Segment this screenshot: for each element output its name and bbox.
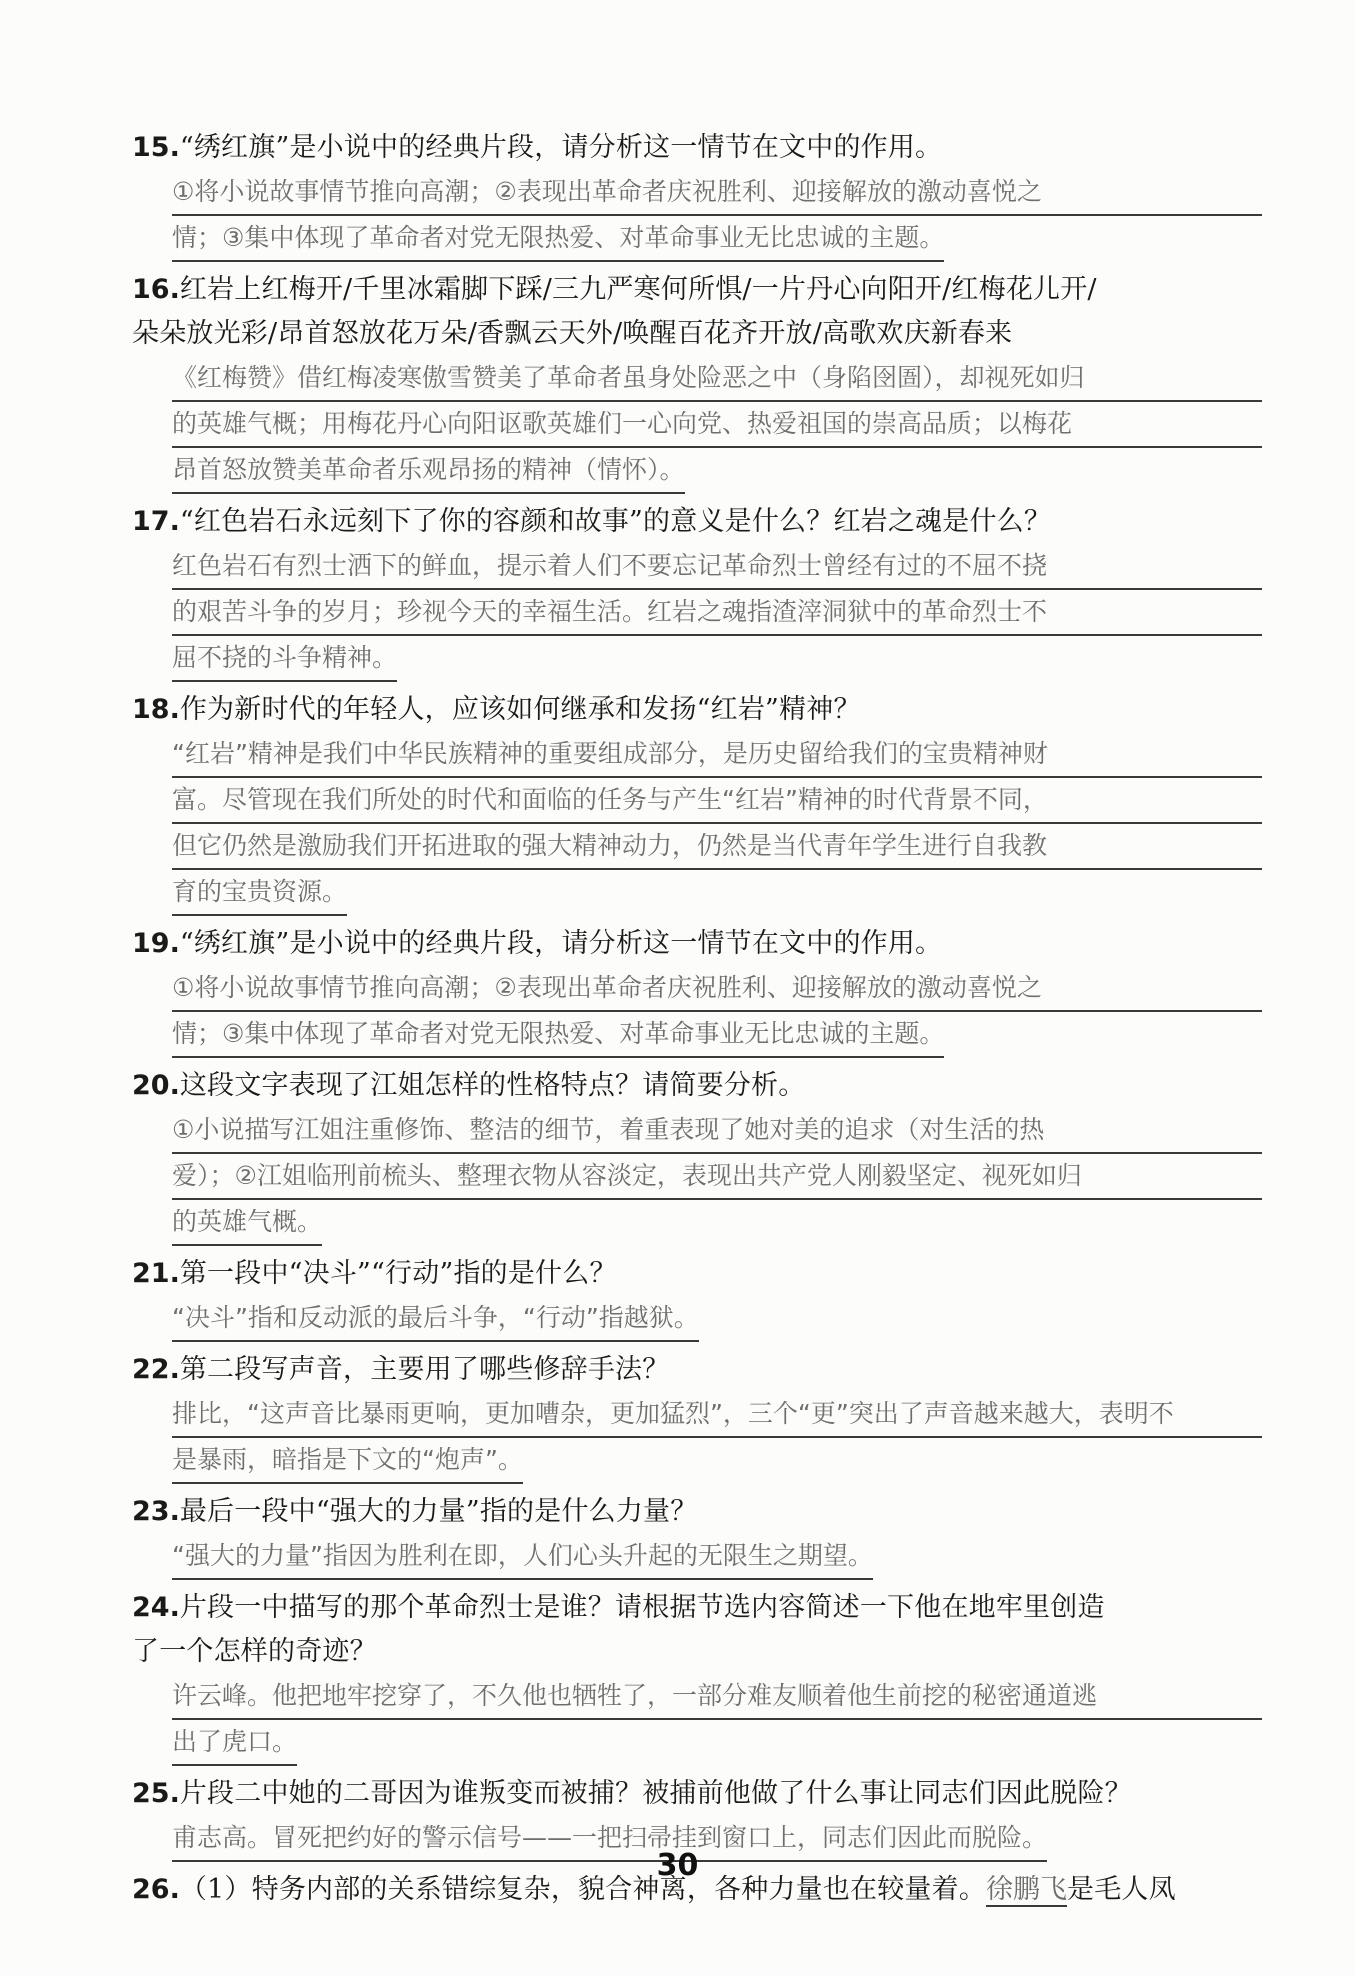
question-block — [132, 268, 1262, 494]
question-line — [132, 1252, 1262, 1296]
handwritten-answer — [172, 732, 1262, 916]
question-text: 朵朵放光彩/昂首怒放花万朵/香飘云天外/唤醒百花齐开放/高歌欢庆新春来 — [132, 318, 1013, 349]
question-text: （1）特务内部的关系错综复杂，貌合神离，各种力量也在较量着。 — [179, 1874, 987, 1905]
answer-line: 红色岩石有烈士洒下的鲜血，提示着人们不要忘记革命烈士曾经有过的不屈不挠 — [172, 544, 1262, 590]
question-number: 22. — [132, 1354, 180, 1385]
answer-line: 但它仍然是激励我们开拓进取的强大精神动力，仍然是当代青年学生进行自我教 — [172, 824, 1262, 870]
question-text: “绣红旗”是小说中的经典片段，请分析这一情节在文中的作用。 — [179, 928, 943, 959]
answer-line: 的英雄气概。 — [172, 1200, 322, 1246]
question-number: 15. — [132, 132, 180, 163]
answer-fill: 徐鹏飞 — [986, 1874, 1068, 1905]
answer-line: 富。尽管现在我们所处的时代和面临的任务与产生“红岩”精神的时代背景不同， — [172, 778, 1262, 824]
answer-line: “红岩”精神是我们中华民族精神的重要组成部分，是历史留给我们的宝贵精神财 — [172, 732, 1262, 778]
answer-line: 的英雄气概；用梅花丹心向阳讴歌英雄们一心向党、热爱祖国的崇高品质；以梅花 — [172, 402, 1262, 448]
answer-line: 育的宝贵资源。 — [172, 870, 347, 916]
handwritten-answer — [172, 1108, 1262, 1246]
question-block — [132, 688, 1262, 916]
question-block — [132, 1348, 1262, 1484]
handwritten-answer — [172, 1674, 1262, 1766]
question-line — [132, 1064, 1262, 1108]
question-line — [132, 1772, 1262, 1816]
question-line — [132, 268, 1262, 312]
handwritten-answer — [172, 1534, 1262, 1580]
page-number: 30 — [656, 1848, 699, 1883]
answer-line: ①将小说故事情节推向高潮；②表现出革命者庆祝胜利、迎接解放的激动喜悦之 — [172, 170, 1262, 216]
question-number: 20. — [132, 1070, 180, 1101]
question-line — [132, 688, 1262, 732]
question-line — [132, 922, 1262, 966]
answer-line: 屈不挠的斗争精神。 — [172, 636, 397, 682]
question-text: 了一个怎样的奇迹？ — [132, 1636, 377, 1667]
answer-line: 许云峰。他把地牢挖穿了，不久他也牺牲了，一部分难友顺着他生前挖的秘密通道逃 — [172, 1674, 1262, 1720]
handwritten-answer — [172, 356, 1262, 494]
answer-line: 的艰苦斗争的岁月；珍视今天的幸福生活。红岩之魂指渣滓洞狱中的革命烈士不 — [172, 590, 1262, 636]
question-number: 18. — [132, 694, 180, 725]
question-number: 21. — [132, 1258, 180, 1289]
question-text: 第二段写声音，主要用了哪些修辞手法？ — [179, 1354, 670, 1385]
answer-line: 甫志高。冒死把约好的警示信号——一把扫帚挂到窗口上，同志们因此而脱险。 — [172, 1816, 1047, 1862]
question-block — [132, 1490, 1262, 1580]
answer-line: 情；③集中体现了革命者对党无限热爱、对革命事业无比忠诚的主题。 — [172, 1012, 944, 1058]
question-text: 这段文字表现了江姐怎样的性格特点？请简要分析。 — [179, 1070, 806, 1101]
question-text: 片段一中描写的那个革命烈士是谁？请根据节选内容简述一下他在地牢里创造 — [179, 1592, 1105, 1623]
answer-line: 情；③集中体现了革命者对党无限热爱、对革命事业无比忠诚的主题。 — [172, 216, 944, 262]
question-text: 第一段中“决斗”“行动”指的是什么？ — [179, 1258, 617, 1289]
question-number: 24. — [132, 1592, 180, 1623]
question-line — [132, 1490, 1262, 1534]
answer-line: 排比，“这声音比暴雨更响，更加嘈杂，更加猛烈”，三个“更”突出了声音越来越大，表明不 — [172, 1392, 1262, 1438]
question-text: 红岩上红梅开/千里冰霜脚下踩/三九严寒何所惧/一片丹心向阳开/红梅花儿开/ — [179, 274, 1097, 305]
answer-content — [132, 126, 1262, 1912]
question-text: 作为新时代的年轻人，应该如何继承和发扬“红岩”精神？ — [179, 694, 861, 725]
question-block — [132, 126, 1262, 262]
question-line — [132, 1586, 1262, 1630]
answer-line: “强大的力量”指因为胜利在即，人们心头升起的无限生之期望。 — [172, 1534, 873, 1580]
question-block — [132, 922, 1262, 1058]
question-text: 片段二中她的二哥因为谁叛变而被捕？被捕前他做了什么事让同志们因此脱险？ — [179, 1778, 1132, 1809]
handwritten-answer — [172, 1296, 1262, 1342]
question-text-suffix: 是毛人凤 — [1067, 1874, 1176, 1905]
question-list — [132, 126, 1262, 1862]
question-number: 23. — [132, 1496, 180, 1527]
question-number: 16. — [132, 274, 180, 305]
handwritten-answer — [172, 170, 1262, 262]
question-number: 26. — [132, 1874, 180, 1905]
question-number: 17. — [132, 506, 180, 537]
question-line — [132, 500, 1262, 544]
answer-line: ①将小说故事情节推向高潮；②表现出革命者庆祝胜利、迎接解放的激动喜悦之 — [172, 966, 1262, 1012]
answer-line: ①小说描写江姐注重修饰、整洁的细节，着重表现了她对美的追求（对生活的热 — [172, 1108, 1262, 1154]
question-block — [132, 1252, 1262, 1342]
question-line — [132, 1348, 1262, 1392]
answer-line: 是暴雨，暗指是下文的“炮声”。 — [172, 1438, 523, 1484]
question-block — [132, 1586, 1262, 1766]
answer-line: 爱）；②江姐临刑前梳头、整理衣物从容淡定，表现出共产党人刚毅坚定、视死如归 — [172, 1154, 1262, 1200]
question-block — [132, 500, 1262, 682]
question-line — [132, 1630, 1262, 1674]
question-number: 25. — [132, 1778, 180, 1809]
question-text: “红色岩石永远刻下了你的容颜和故事”的意义是什么？红岩之魂是什么？ — [179, 506, 1052, 537]
question-block — [132, 1064, 1262, 1246]
handwritten-answer — [172, 966, 1262, 1058]
question-number: 19. — [132, 928, 180, 959]
question-line — [132, 312, 1262, 356]
answer-line: “决斗”指和反动派的最后斗争，“行动”指越狱。 — [172, 1296, 699, 1342]
question-text: “绣红旗”是小说中的经典片段，请分析这一情节在文中的作用。 — [179, 132, 943, 163]
question-line — [132, 126, 1262, 170]
handwritten-answer — [172, 1392, 1262, 1484]
question-text: 最后一段中“强大的力量”指的是什么力量？ — [179, 1496, 698, 1527]
answer-line: 昂首怒放赞美革命者乐观昂扬的精神（情怀）。 — [172, 448, 685, 494]
answer-line: 《红梅赞》借红梅凌寒傲雪赞美了革命者虽身处险恶之中（身陷囹圄），却视死如归 — [172, 356, 1262, 402]
handwritten-answer — [172, 544, 1262, 682]
answer-line: 出了虎口。 — [172, 1720, 297, 1766]
